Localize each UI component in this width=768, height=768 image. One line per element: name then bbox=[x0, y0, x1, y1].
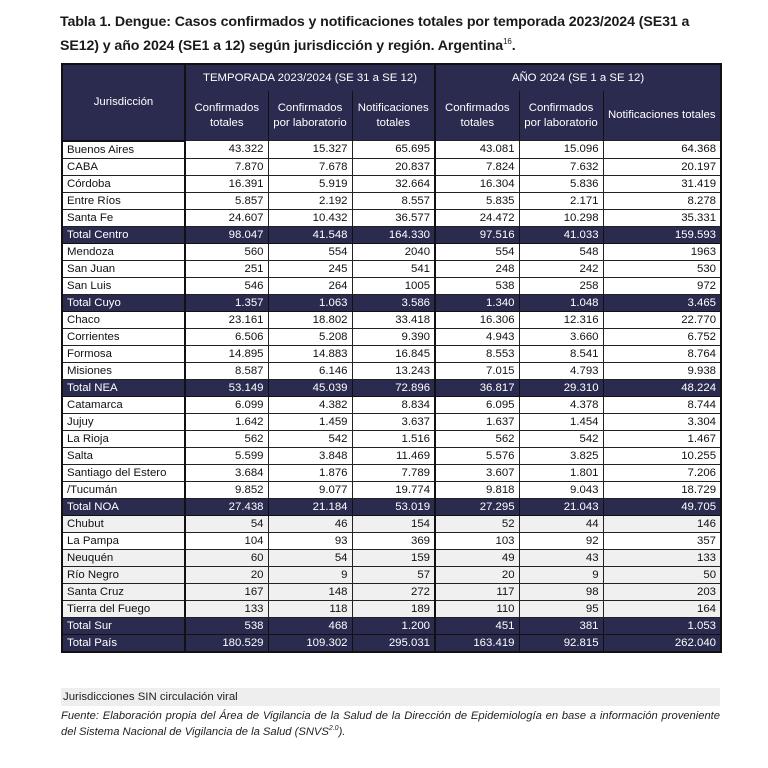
value-cell: 530 bbox=[603, 260, 721, 277]
value-cell: 12.316 bbox=[519, 311, 603, 328]
value-cell: 560 bbox=[185, 243, 268, 260]
value-cell: 64.368 bbox=[603, 141, 721, 159]
value-cell: 5.857 bbox=[185, 192, 268, 209]
value-cell: 9.938 bbox=[603, 362, 721, 379]
value-cell: 5.919 bbox=[268, 175, 352, 192]
value-cell: 163.419 bbox=[435, 634, 519, 652]
value-cell: 92 bbox=[519, 532, 603, 549]
header-anio-confirmados-laboratorio: Confirmados por laboratorio bbox=[519, 91, 603, 141]
value-cell: 9 bbox=[519, 566, 603, 583]
value-cell: 3.825 bbox=[519, 447, 603, 464]
value-cell: 7.632 bbox=[519, 158, 603, 175]
value-cell: 24.472 bbox=[435, 209, 519, 226]
table-row bbox=[62, 566, 721, 583]
value-cell: 31.419 bbox=[603, 175, 721, 192]
value-cell: 9.390 bbox=[352, 328, 435, 345]
value-cell: 13.243 bbox=[352, 362, 435, 379]
table-row bbox=[62, 430, 721, 447]
value-cell: 7.870 bbox=[185, 158, 268, 175]
value-cell: 22.770 bbox=[603, 311, 721, 328]
header-temporada-confirmados-totales: Confirmados totales bbox=[185, 91, 268, 141]
value-cell: 36.817 bbox=[435, 379, 519, 396]
jurisdiccion-cell: Jujuy bbox=[62, 413, 185, 430]
value-cell: 5.835 bbox=[435, 192, 519, 209]
value-cell: 546 bbox=[185, 277, 268, 294]
value-cell: 32.664 bbox=[352, 175, 435, 192]
table-total-row bbox=[62, 634, 721, 652]
jurisdiccion-cell: Salta bbox=[62, 447, 185, 464]
jurisdiccion-cell: Total NOA bbox=[62, 498, 185, 515]
table-total-row bbox=[62, 379, 721, 396]
value-cell: 3.586 bbox=[352, 294, 435, 311]
value-cell: 164.330 bbox=[352, 226, 435, 243]
value-cell: 72.896 bbox=[352, 379, 435, 396]
value-cell: 41.033 bbox=[519, 226, 603, 243]
value-cell: 258 bbox=[519, 277, 603, 294]
value-cell: 54 bbox=[185, 515, 268, 532]
value-cell: 159.593 bbox=[603, 226, 721, 243]
value-cell: 148 bbox=[268, 583, 352, 600]
value-cell: 1.053 bbox=[603, 617, 721, 634]
value-cell: 245 bbox=[268, 260, 352, 277]
value-cell: 20 bbox=[435, 566, 519, 583]
value-cell: 154 bbox=[352, 515, 435, 532]
value-cell: 54 bbox=[268, 549, 352, 566]
value-cell: 16.845 bbox=[352, 345, 435, 362]
value-cell: 3.660 bbox=[519, 328, 603, 345]
value-cell: 7.678 bbox=[268, 158, 352, 175]
value-cell: 48.224 bbox=[603, 379, 721, 396]
value-cell: 53.019 bbox=[352, 498, 435, 515]
value-cell: 262.040 bbox=[603, 634, 721, 652]
value-cell: 65.695 bbox=[352, 141, 435, 159]
value-cell: 16.391 bbox=[185, 175, 268, 192]
table-total-row bbox=[62, 617, 721, 634]
value-cell: 57 bbox=[352, 566, 435, 583]
value-cell: 53.149 bbox=[185, 379, 268, 396]
value-cell: 1.063 bbox=[268, 294, 352, 311]
value-cell: 4.382 bbox=[268, 396, 352, 413]
value-cell: 242 bbox=[519, 260, 603, 277]
value-cell: 1963 bbox=[603, 243, 721, 260]
value-cell: 133 bbox=[603, 549, 721, 566]
value-cell: 4.793 bbox=[519, 362, 603, 379]
value-cell: 167 bbox=[185, 583, 268, 600]
value-cell: 9 bbox=[268, 566, 352, 583]
value-cell: 542 bbox=[268, 430, 352, 447]
header-group-temporada: TEMPORADA 2023/2024 (SE 31 a SE 12) bbox=[185, 64, 435, 91]
table-row bbox=[62, 243, 721, 260]
value-cell: 180.529 bbox=[185, 634, 268, 652]
value-cell: 21.184 bbox=[268, 498, 352, 515]
value-cell: 1.048 bbox=[519, 294, 603, 311]
table-row bbox=[62, 583, 721, 600]
value-cell: 264 bbox=[268, 277, 352, 294]
value-cell: 357 bbox=[603, 532, 721, 549]
value-cell: 541 bbox=[352, 260, 435, 277]
value-cell: 451 bbox=[435, 617, 519, 634]
value-cell: 15.327 bbox=[268, 141, 352, 159]
table-row bbox=[62, 447, 721, 464]
value-cell: 41.548 bbox=[268, 226, 352, 243]
value-cell: 1.357 bbox=[185, 294, 268, 311]
value-cell: 95 bbox=[519, 600, 603, 617]
value-cell: 27.295 bbox=[435, 498, 519, 515]
value-cell: 1.642 bbox=[185, 413, 268, 430]
value-cell: 164 bbox=[603, 600, 721, 617]
value-cell: 9.818 bbox=[435, 481, 519, 498]
header-anio-notificaciones-totales: Notificaciones totales bbox=[603, 91, 721, 141]
jurisdiccion-cell: Río Negro bbox=[62, 566, 185, 583]
table-row bbox=[62, 464, 721, 481]
value-cell: 43.322 bbox=[185, 141, 268, 159]
value-cell: 23.161 bbox=[185, 311, 268, 328]
value-cell: 1.454 bbox=[519, 413, 603, 430]
value-cell: 295.031 bbox=[352, 634, 435, 652]
value-cell: 3.465 bbox=[603, 294, 721, 311]
value-cell: 6.752 bbox=[603, 328, 721, 345]
value-cell: 562 bbox=[185, 430, 268, 447]
title-text: Tabla 1. Dengue: Casos confirmados y notificaciones totales por temporada 2023/2024 (SE31 a SE12) y año 2024 (SE1 a 12) según jurisdicción y región. Argentina bbox=[60, 14, 690, 54]
value-cell: 5.836 bbox=[519, 175, 603, 192]
header-anio-confirmados-totales: Confirmados totales bbox=[435, 91, 519, 141]
table-total-row bbox=[62, 294, 721, 311]
table-row bbox=[62, 209, 721, 226]
value-cell: 8.744 bbox=[603, 396, 721, 413]
value-cell: 98 bbox=[519, 583, 603, 600]
value-cell: 46 bbox=[268, 515, 352, 532]
value-cell: 117 bbox=[435, 583, 519, 600]
header-jurisdiccion: Jurisdicción bbox=[62, 64, 185, 141]
title-end: . bbox=[511, 38, 516, 54]
value-cell: 159 bbox=[352, 549, 435, 566]
value-cell: 538 bbox=[435, 277, 519, 294]
value-cell: 1.467 bbox=[603, 430, 721, 447]
value-cell: 6.146 bbox=[268, 362, 352, 379]
value-cell: 6.506 bbox=[185, 328, 268, 345]
value-cell: 1.516 bbox=[352, 430, 435, 447]
jurisdiccion-cell: Total Cuyo bbox=[62, 294, 185, 311]
jurisdiccion-cell: San Luis bbox=[62, 277, 185, 294]
source-text: Fuente: Elaboración propia del Área de Vigilancia de la Salud de la Dirección de Epidemiología en base a información proveniente del Sistema Nacional de Vigilancia de la Salud (SNVS bbox=[61, 710, 720, 738]
jurisdiccion-cell: Tierra del Fuego bbox=[62, 600, 185, 617]
value-cell: 49 bbox=[435, 549, 519, 566]
value-cell: 1.200 bbox=[352, 617, 435, 634]
table-row bbox=[62, 600, 721, 617]
value-cell: 6.095 bbox=[435, 396, 519, 413]
value-cell: 542 bbox=[519, 430, 603, 447]
value-cell: 118 bbox=[268, 600, 352, 617]
value-cell: 3.304 bbox=[603, 413, 721, 430]
value-cell: 9.077 bbox=[268, 481, 352, 498]
table-body bbox=[62, 141, 721, 652]
value-cell: 4.378 bbox=[519, 396, 603, 413]
table-total-row bbox=[62, 226, 721, 243]
table-row bbox=[62, 345, 721, 362]
value-cell: 8.278 bbox=[603, 192, 721, 209]
source-end: ). bbox=[338, 726, 346, 738]
table-row bbox=[62, 362, 721, 379]
value-cell: 8.541 bbox=[519, 345, 603, 362]
value-cell: 562 bbox=[435, 430, 519, 447]
jurisdiccion-cell: Catamarca bbox=[62, 396, 185, 413]
jurisdiccion-cell: San Juan bbox=[62, 260, 185, 277]
jurisdiccion-cell: Santiago del Estero bbox=[62, 464, 185, 481]
jurisdiccion-cell: Chubut bbox=[62, 515, 185, 532]
title-footnote-ref: 16 bbox=[503, 37, 512, 46]
table-row bbox=[62, 158, 721, 175]
value-cell: 6.099 bbox=[185, 396, 268, 413]
table-row bbox=[62, 549, 721, 566]
value-cell: 1005 bbox=[352, 277, 435, 294]
jurisdiccion-cell: Total NEA bbox=[62, 379, 185, 396]
value-cell: 9.043 bbox=[519, 481, 603, 498]
value-cell: 45.039 bbox=[268, 379, 352, 396]
table-title bbox=[60, 10, 720, 58]
table-row bbox=[62, 481, 721, 498]
value-cell: 20.197 bbox=[603, 158, 721, 175]
value-cell: 49.705 bbox=[603, 498, 721, 515]
value-cell: 20 bbox=[185, 566, 268, 583]
jurisdiccion-cell: La Pampa bbox=[62, 532, 185, 549]
value-cell: 43 bbox=[519, 549, 603, 566]
value-cell: 10.255 bbox=[603, 447, 721, 464]
header-temporada-confirmados-laboratorio: Confirmados por laboratorio bbox=[268, 91, 352, 141]
value-cell: 189 bbox=[352, 600, 435, 617]
table-row bbox=[62, 396, 721, 413]
value-cell: 272 bbox=[352, 583, 435, 600]
value-cell: 554 bbox=[435, 243, 519, 260]
value-cell: 8.587 bbox=[185, 362, 268, 379]
value-cell: 5.208 bbox=[268, 328, 352, 345]
value-cell: 251 bbox=[185, 260, 268, 277]
jurisdiccion-cell: La Rioja bbox=[62, 430, 185, 447]
value-cell: 5.599 bbox=[185, 447, 268, 464]
value-cell: 1.637 bbox=[435, 413, 519, 430]
table-total-row bbox=[62, 498, 721, 515]
value-cell: 1.876 bbox=[268, 464, 352, 481]
value-cell: 554 bbox=[268, 243, 352, 260]
value-cell: 18.729 bbox=[603, 481, 721, 498]
value-cell: 97.516 bbox=[435, 226, 519, 243]
value-cell: 16.306 bbox=[435, 311, 519, 328]
value-cell: 1.459 bbox=[268, 413, 352, 430]
value-cell: 8.553 bbox=[435, 345, 519, 362]
value-cell: 109.302 bbox=[268, 634, 352, 652]
value-cell: 3.607 bbox=[435, 464, 519, 481]
value-cell: 146 bbox=[603, 515, 721, 532]
source-version: 2.0 bbox=[328, 725, 339, 732]
jurisdiccion-cell: Misiones bbox=[62, 362, 185, 379]
jurisdiccion-cell: Corrientes bbox=[62, 328, 185, 345]
jurisdiccion-cell: Neuquén bbox=[62, 549, 185, 566]
value-cell: 24.607 bbox=[185, 209, 268, 226]
table-row bbox=[62, 141, 721, 159]
table-row bbox=[62, 413, 721, 430]
jurisdiccion-cell: Total Centro bbox=[62, 226, 185, 243]
table-row bbox=[62, 192, 721, 209]
value-cell: 8.557 bbox=[352, 192, 435, 209]
jurisdiccion-cell: Chaco bbox=[62, 311, 185, 328]
table-row bbox=[62, 328, 721, 345]
table-row bbox=[62, 277, 721, 294]
value-cell: 50 bbox=[603, 566, 721, 583]
value-cell: 93 bbox=[268, 532, 352, 549]
header-temporada-notificaciones-totales: Notificaciones totales bbox=[352, 91, 435, 141]
value-cell: 972 bbox=[603, 277, 721, 294]
jurisdiccion-cell: Buenos Aires bbox=[62, 141, 185, 159]
value-cell: 8.764 bbox=[603, 345, 721, 362]
value-cell: 43.081 bbox=[435, 141, 519, 159]
jurisdiccion-cell: Santa Fe bbox=[62, 209, 185, 226]
value-cell: 548 bbox=[519, 243, 603, 260]
source-note bbox=[61, 708, 720, 740]
value-cell: 3.684 bbox=[185, 464, 268, 481]
value-cell: 92.815 bbox=[519, 634, 603, 652]
legend-no-circulation: Jurisdicciones SIN circulación viral bbox=[61, 688, 720, 706]
value-cell: 7.206 bbox=[603, 464, 721, 481]
jurisdiccion-cell: Formosa bbox=[62, 345, 185, 362]
value-cell: 35.331 bbox=[603, 209, 721, 226]
value-cell: 2040 bbox=[352, 243, 435, 260]
value-cell: 27.438 bbox=[185, 498, 268, 515]
value-cell: 104 bbox=[185, 532, 268, 549]
value-cell: 8.834 bbox=[352, 396, 435, 413]
value-cell: 15.096 bbox=[519, 141, 603, 159]
value-cell: 7.824 bbox=[435, 158, 519, 175]
value-cell: 98.047 bbox=[185, 226, 268, 243]
value-cell: 14.895 bbox=[185, 345, 268, 362]
jurisdiccion-cell: CABA bbox=[62, 158, 185, 175]
value-cell: 7.789 bbox=[352, 464, 435, 481]
header-group-anio: AÑO 2024 (SE 1 a SE 12) bbox=[435, 64, 721, 91]
value-cell: 2.192 bbox=[268, 192, 352, 209]
table-row bbox=[62, 515, 721, 532]
value-cell: 60 bbox=[185, 549, 268, 566]
jurisdiccion-cell: Total Sur bbox=[62, 617, 185, 634]
jurisdiccion-cell: /Tucumán bbox=[62, 481, 185, 498]
value-cell: 103 bbox=[435, 532, 519, 549]
jurisdiccion-cell: Córdoba bbox=[62, 175, 185, 192]
value-cell: 381 bbox=[519, 617, 603, 634]
value-cell: 468 bbox=[268, 617, 352, 634]
jurisdiccion-cell: Santa Cruz bbox=[62, 583, 185, 600]
dengue-cases-table bbox=[61, 63, 722, 653]
value-cell: 9.852 bbox=[185, 481, 268, 498]
value-cell: 20.837 bbox=[352, 158, 435, 175]
value-cell: 3.848 bbox=[268, 447, 352, 464]
value-cell: 33.418 bbox=[352, 311, 435, 328]
table-row bbox=[62, 532, 721, 549]
value-cell: 44 bbox=[519, 515, 603, 532]
value-cell: 7.015 bbox=[435, 362, 519, 379]
value-cell: 538 bbox=[185, 617, 268, 634]
table-row bbox=[62, 260, 721, 277]
value-cell: 133 bbox=[185, 600, 268, 617]
value-cell: 14.883 bbox=[268, 345, 352, 362]
value-cell: 248 bbox=[435, 260, 519, 277]
value-cell: 369 bbox=[352, 532, 435, 549]
jurisdiccion-cell: Total País bbox=[62, 634, 185, 652]
value-cell: 1.801 bbox=[519, 464, 603, 481]
value-cell: 203 bbox=[603, 583, 721, 600]
value-cell: 16.304 bbox=[435, 175, 519, 192]
jurisdiccion-cell: Mendoza bbox=[62, 243, 185, 260]
value-cell: 10.432 bbox=[268, 209, 352, 226]
value-cell: 5.576 bbox=[435, 447, 519, 464]
value-cell: 1.340 bbox=[435, 294, 519, 311]
value-cell: 52 bbox=[435, 515, 519, 532]
value-cell: 29.310 bbox=[519, 379, 603, 396]
value-cell: 110 bbox=[435, 600, 519, 617]
value-cell: 36.577 bbox=[352, 209, 435, 226]
value-cell: 18.802 bbox=[268, 311, 352, 328]
value-cell: 3.637 bbox=[352, 413, 435, 430]
value-cell: 4.943 bbox=[435, 328, 519, 345]
value-cell: 21.043 bbox=[519, 498, 603, 515]
table-row bbox=[62, 175, 721, 192]
value-cell: 19.774 bbox=[352, 481, 435, 498]
jurisdiccion-cell: Entre Ríos bbox=[62, 192, 185, 209]
value-cell: 10.298 bbox=[519, 209, 603, 226]
table-row bbox=[62, 311, 721, 328]
value-cell: 11.469 bbox=[352, 447, 435, 464]
value-cell: 2.171 bbox=[519, 192, 603, 209]
